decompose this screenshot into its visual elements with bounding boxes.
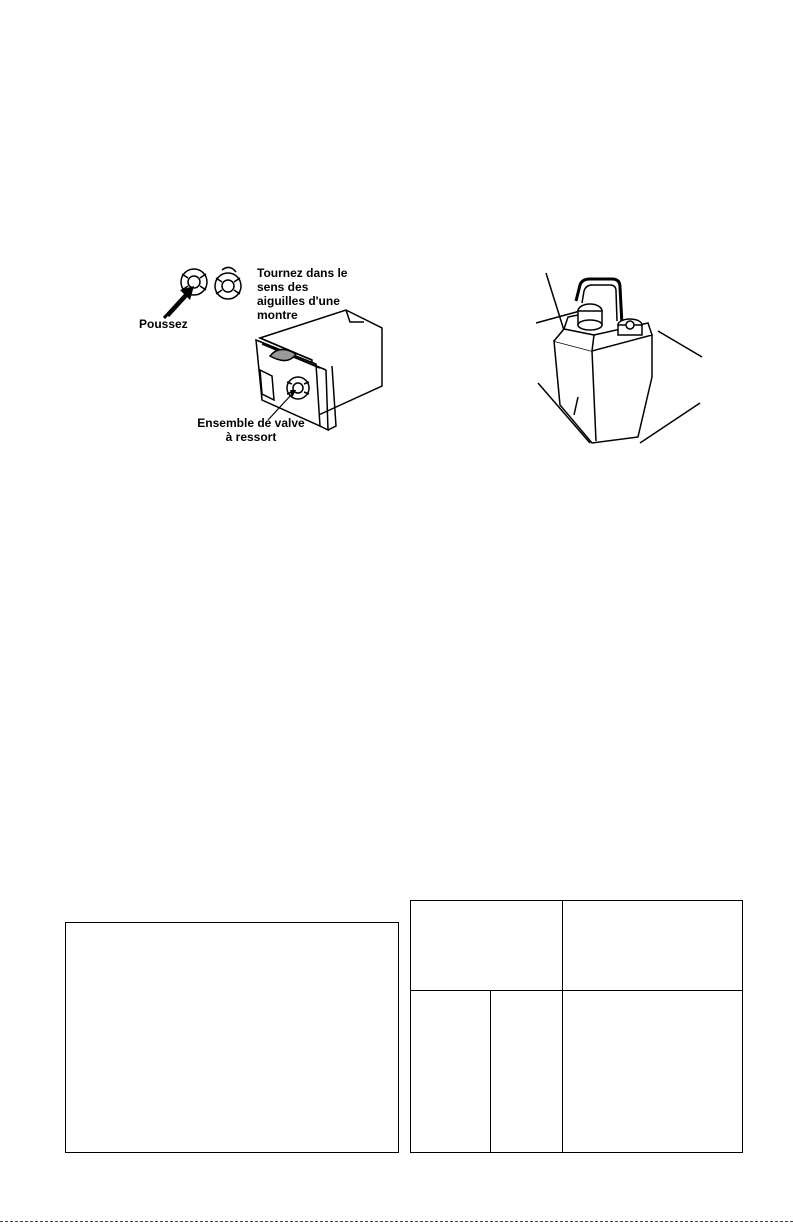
- info-table-divider-row: [410, 990, 743, 991]
- info-box-left: [65, 922, 399, 1153]
- label-spring-valve: Ensemble de valve à ressort: [197, 416, 305, 444]
- push-arrow-icon: [164, 286, 194, 318]
- info-table-frame: [410, 900, 743, 1153]
- label-rotate-clockwise: Tournez dans le sens des aiguilles d'une montre: [257, 266, 348, 322]
- info-table-divider-sub: [490, 990, 491, 1153]
- label-push: Poussez: [139, 317, 188, 331]
- info-table-divider-main: [562, 900, 563, 1153]
- tank-in-base-illustration: [520, 265, 710, 445]
- page-edge-rule: [0, 1221, 793, 1222]
